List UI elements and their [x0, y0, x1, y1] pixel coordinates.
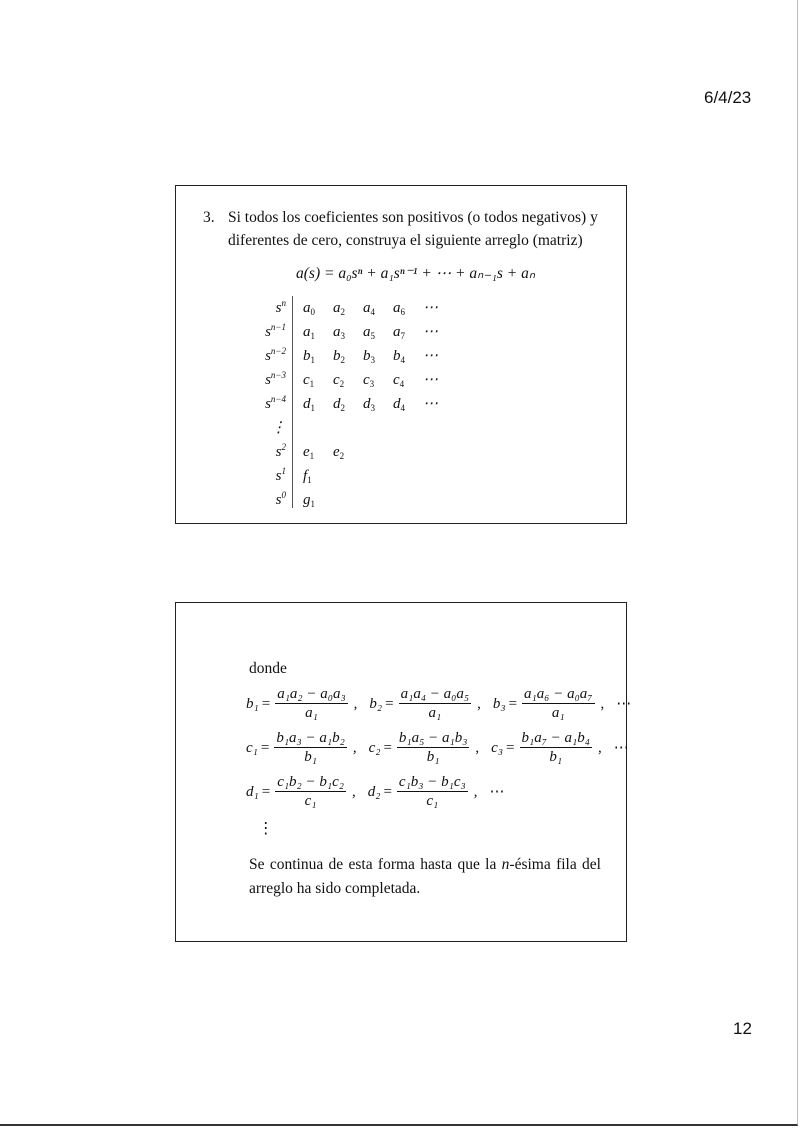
- array-row-label: [246, 467, 286, 485]
- cell-symbol: b: [303, 348, 311, 364]
- fraction-denominator: a₁: [428, 705, 442, 721]
- fraction-denominator: b₁: [426, 749, 440, 765]
- cell-subscript: 7: [400, 331, 405, 341]
- formula-lhs: c₃: [491, 739, 504, 756]
- array-cell: [393, 323, 405, 341]
- cell-symbol: g: [303, 492, 311, 508]
- formula-lhs: b₁: [246, 695, 259, 712]
- array-cell: [423, 347, 438, 365]
- row-power-base: s: [275, 492, 282, 508]
- cell-symbol: c: [363, 372, 370, 388]
- fraction-numerator: a₁a₆ − a₀a₇: [524, 686, 593, 702]
- cell-subscript: 4: [400, 355, 405, 365]
- cell-subscript: 3: [340, 331, 345, 341]
- array-cell: [303, 443, 314, 461]
- cell-subscript: 1: [310, 355, 315, 365]
- array-cell: [303, 491, 315, 509]
- fraction-numerator: b₁a₅ − a₁b₃: [398, 730, 468, 746]
- cell-subscript: 5: [370, 331, 375, 341]
- cell-symbol: d: [303, 396, 311, 412]
- closing-text: Se continua de esta forma hasta que la: [249, 856, 502, 873]
- cell-symbol: a: [333, 300, 341, 316]
- equals-sign: =: [261, 695, 271, 712]
- intro-text: donde: [249, 660, 287, 677]
- formula-lhs: d₁: [246, 783, 259, 800]
- equals-sign: =: [385, 695, 394, 712]
- comma: ,: [353, 695, 358, 712]
- formula-lhs: d₂: [367, 783, 381, 800]
- fraction-numerator: b₁a₇ − a₁b₄: [521, 730, 590, 746]
- cell-symbol: c: [393, 372, 400, 388]
- cell-subscript: 3: [369, 379, 375, 389]
- equals-sign: =: [508, 695, 518, 712]
- array-cell: [303, 347, 315, 365]
- fraction: [520, 729, 592, 766]
- continuation-ellipsis: ⋯: [613, 739, 629, 756]
- formula-lhs: c₂: [368, 739, 381, 756]
- fraction-denominator: c₁: [304, 793, 317, 809]
- array-row-label: [246, 299, 286, 317]
- row-power-base: s: [265, 396, 271, 412]
- cell-symbol: e: [333, 444, 340, 460]
- cell-symbol: ⋯: [423, 324, 438, 340]
- row-power-exponent: n−3: [270, 370, 286, 380]
- array-row-label: [246, 347, 286, 365]
- cell-subscript: 4: [399, 379, 405, 389]
- comma: ,: [473, 783, 478, 800]
- cell-symbol: c: [303, 372, 310, 388]
- equals-sign: =: [260, 739, 270, 756]
- equals-sign: =: [383, 783, 392, 800]
- closing-text-end: -ésima fila del: [509, 856, 601, 873]
- array-row-label: [246, 443, 286, 461]
- cell-symbol: f: [303, 468, 308, 484]
- array-cell: [363, 347, 375, 365]
- row-power-exponent: n−2: [270, 346, 286, 356]
- array-cell: [303, 395, 315, 413]
- fraction: [399, 685, 471, 722]
- fraction-denominator: c₁: [426, 793, 439, 809]
- array-row-label: [246, 323, 286, 341]
- array-cell: [303, 467, 312, 485]
- cell-subscript: 1: [310, 499, 315, 509]
- array-cell: [393, 395, 405, 413]
- array-cell: [303, 371, 314, 389]
- comma: ,: [352, 739, 357, 756]
- row-power-base: s: [265, 324, 271, 340]
- row-power-base: s: [265, 372, 271, 388]
- continuation-ellipsis: ⋯: [616, 695, 632, 712]
- cell-symbol: b: [333, 348, 341, 364]
- fraction-numerator: a₁a₄ − a₀a₅: [400, 686, 470, 702]
- formula-row: [246, 685, 631, 722]
- array-cell: [423, 299, 438, 317]
- cell-subscript: 6: [400, 307, 405, 317]
- text-line-1: Si todos los coeficientes son positivos (o todos negativos) y: [228, 209, 598, 226]
- date-header: 6/4/23: [704, 88, 752, 107]
- fraction: [397, 729, 469, 766]
- array-row-label: [246, 395, 286, 413]
- array-cell: [333, 395, 345, 413]
- cell-symbol: ⋯: [423, 372, 438, 388]
- cell-subscript: 2: [339, 379, 345, 389]
- polynomial-equation: a(s) = a₀sⁿ + a₁sⁿ⁻¹ + ⋯ + aₙ₋₁s + aₙ: [296, 265, 536, 282]
- array-cell: [303, 323, 315, 341]
- cell-symbol: c: [333, 372, 340, 388]
- array-cell: [363, 395, 375, 413]
- slide-routh-formulas: [175, 602, 632, 942]
- cell-subscript: 2: [340, 355, 345, 365]
- array-cell: [363, 323, 375, 341]
- row-power-base: s: [275, 468, 282, 484]
- continuation-ellipsis: ⋯: [489, 783, 505, 800]
- closing-line-1: [249, 855, 601, 875]
- equals-sign: =: [261, 783, 271, 800]
- fraction-numerator: c₁b₃ − b₁c₃: [398, 774, 466, 790]
- vertical-ellipsis: ⋮: [258, 820, 274, 837]
- array-cell: [393, 299, 405, 317]
- row-power-exponent: 1: [281, 466, 286, 476]
- cell-symbol: a: [303, 324, 311, 340]
- fraction-denominator: b₁: [304, 749, 317, 765]
- fraction-denominator: b₁: [549, 749, 563, 765]
- formula-lhs: b₂: [369, 695, 383, 712]
- cell-subscript: 4: [370, 307, 375, 317]
- cell-symbol: a: [393, 324, 401, 340]
- comma: ,: [597, 739, 602, 756]
- fraction: [275, 773, 346, 810]
- cell-subscript: 2: [340, 307, 345, 317]
- cell-symbol: b: [363, 348, 371, 364]
- cell-symbol: a: [393, 300, 401, 316]
- cell-subscript: 2: [340, 403, 345, 413]
- cell-symbol: ⋯: [423, 348, 438, 364]
- cell-symbol: ⋯: [423, 300, 438, 316]
- row-power-exponent: n−4: [270, 394, 286, 404]
- cell-symbol: d: [333, 396, 341, 412]
- cell-subscript: 0: [310, 307, 315, 317]
- cell-subscript: 1: [309, 451, 315, 461]
- cell-subscript: 3: [370, 355, 375, 365]
- page-number: 12: [733, 1019, 752, 1038]
- cell-symbol: a: [363, 300, 371, 316]
- closing-emphasis: n: [501, 856, 510, 873]
- row-power-base: s: [275, 444, 282, 460]
- row-power-base: s: [275, 300, 282, 316]
- cell-symbol: a: [333, 324, 341, 340]
- array-cell: [393, 347, 405, 365]
- closing-line-2: arreglo ha sido completada.: [249, 880, 421, 897]
- formula-lhs: c₁: [246, 739, 258, 756]
- fraction-denominator: a₁: [551, 705, 565, 721]
- comma: ,: [475, 739, 480, 756]
- array-cell: [393, 371, 404, 389]
- array-row-label: [246, 419, 286, 437]
- cell-symbol: a: [363, 324, 371, 340]
- array-cell: [423, 323, 438, 341]
- array-cell: [363, 299, 375, 317]
- equals-sign: =: [383, 739, 392, 756]
- array-cell: [333, 371, 344, 389]
- array-row-label: [246, 371, 286, 389]
- fraction: [522, 685, 594, 722]
- equals-sign: =: [506, 739, 515, 756]
- comma: ,: [351, 783, 356, 800]
- cell-subscript: 3: [370, 403, 375, 413]
- array-cell: [333, 323, 345, 341]
- array-divider: [292, 296, 293, 508]
- row-power-exponent: 0: [281, 490, 286, 500]
- formula-row: [246, 773, 504, 810]
- slide-routh-array: [175, 185, 627, 524]
- cell-symbol: d: [363, 396, 371, 412]
- cell-subscript: 1: [310, 403, 315, 413]
- cell-symbol: a: [303, 300, 311, 316]
- cell-symbol: d: [393, 396, 401, 412]
- row-power-exponent: n−1: [270, 322, 286, 332]
- row-power-exponent: 2: [281, 442, 286, 452]
- cell-subscript: 1: [309, 379, 315, 389]
- cell-subscript: 2: [339, 451, 345, 461]
- fraction-numerator: b₁a₃ − a₁b₂: [276, 730, 345, 746]
- cell-symbol: e: [303, 444, 310, 460]
- array-cell: [333, 347, 345, 365]
- formula-lhs: b₃: [492, 695, 506, 712]
- comma: ,: [600, 695, 605, 712]
- cell-subscript: 4: [400, 403, 405, 413]
- row-power-base: s: [265, 348, 271, 364]
- text-line-2: diferentes de cero, construya el siguiente arreglo (matriz): [228, 232, 583, 249]
- array-cell: [363, 371, 374, 389]
- array-cell: [423, 395, 438, 413]
- fraction-numerator: a₁a₂ − a₀a₃: [277, 686, 346, 702]
- cell-symbol: ⋯: [423, 396, 438, 412]
- cell-symbol: b: [393, 348, 401, 364]
- formula-row: [246, 729, 629, 766]
- row-power-base: ⋮: [271, 420, 286, 436]
- fraction: [397, 773, 468, 810]
- array-cell: [423, 371, 438, 389]
- comma: ,: [477, 695, 481, 712]
- row-power-exponent: n: [281, 298, 286, 308]
- item-number: 3.: [203, 209, 215, 226]
- array-cell: [303, 299, 315, 317]
- array-cell: [333, 299, 345, 317]
- cell-subscript: 1: [307, 475, 312, 485]
- fraction: [275, 685, 347, 722]
- fraction-numerator: c₁b₂ − b₁c₂: [277, 774, 344, 790]
- array-row-label: [246, 491, 286, 509]
- array-cell: [333, 443, 344, 461]
- cell-subscript: 1: [310, 331, 315, 341]
- fraction: [274, 729, 346, 766]
- fraction-denominator: a₁: [305, 705, 318, 721]
